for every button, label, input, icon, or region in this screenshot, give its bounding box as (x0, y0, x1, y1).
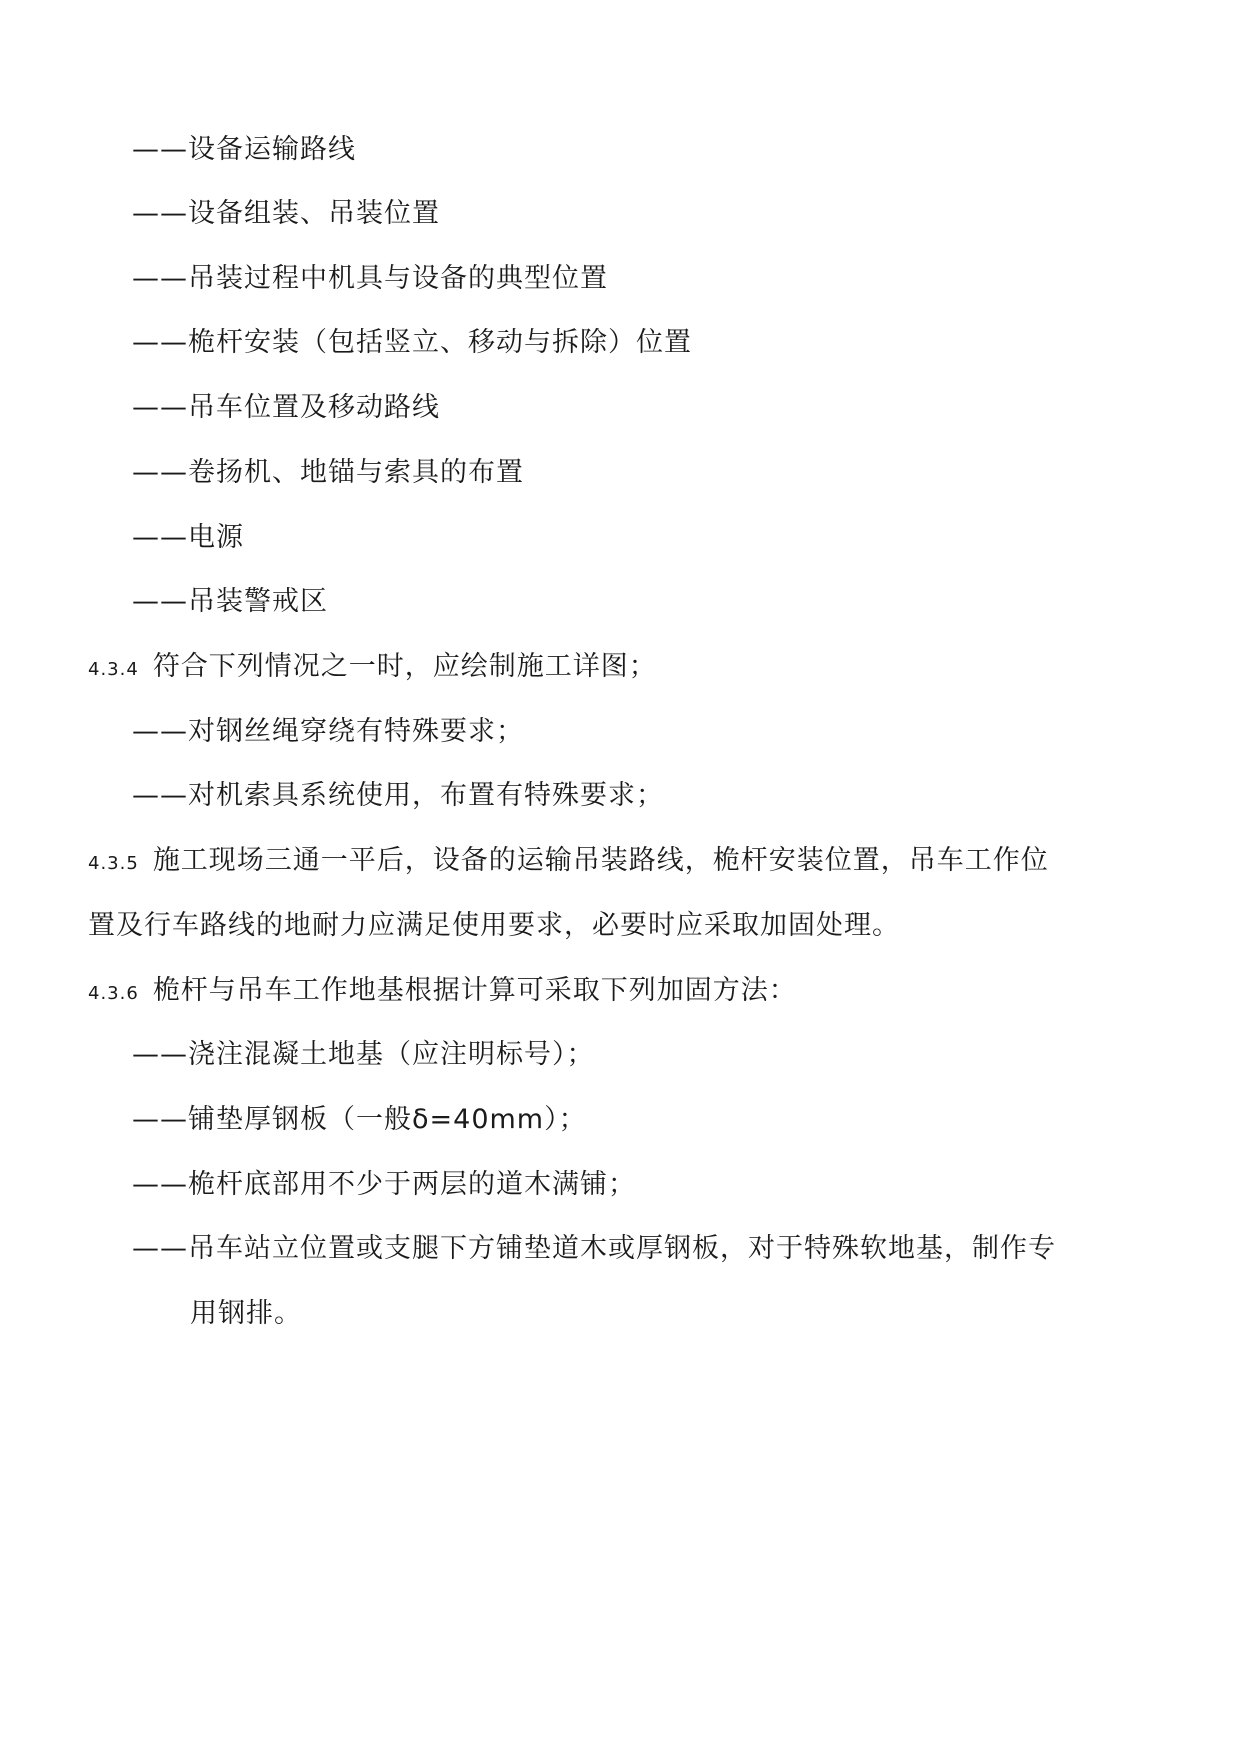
section-number: 4.3.5 (88, 853, 139, 874)
list-item: ——吊车站立位置或支腿下方铺垫道木或厚钢板，对于特殊软地基，制作专 (132, 1233, 1056, 1264)
list-item: ——设备运输路线 (132, 134, 356, 165)
list-item: ——吊装警戒区 (132, 586, 328, 617)
list-item: ——设备组装、吊装位置 (132, 198, 440, 229)
section-4-3-5 (88, 843, 1049, 882)
section-text-continued: 置及行车路线的地耐力应满足使用要求，必要时应采取加固处理。 (88, 910, 900, 941)
list-item: ——吊装过程中机具与设备的典型位置 (132, 263, 608, 294)
section-number: 4.3.4 (88, 659, 139, 680)
list-item-continued: 用钢排。 (190, 1298, 302, 1329)
list-item: ——桅杆安装（包括竖立、移动与拆除）位置 (132, 327, 692, 358)
section-text: 施工现场三通一平后，设备的运输吊装路线，桅杆安装位置，吊车工作位 (152, 845, 1049, 876)
list-item: ——对机索具系统使用，布置有特殊要求； (132, 780, 664, 811)
list-item: ——吊车位置及移动路线 (132, 392, 440, 423)
list-item: ——电源 (132, 522, 244, 553)
list-item: ——浇注混凝土地基（应注明标号）； (132, 1039, 595, 1070)
list-item: ——铺垫厚钢板（一般δ=40mm）； (132, 1104, 587, 1135)
list-item: ——桅杆底部用不少于两层的道木满铺； (132, 1169, 636, 1200)
section-4-3-4 (88, 649, 657, 688)
section-number: 4.3.6 (88, 983, 139, 1004)
list-item: ——对钢丝绳穿绕有特殊要求； (132, 716, 524, 747)
section-4-3-6 (88, 973, 797, 1012)
list-item: ——卷扬机、地锚与索具的布置 (132, 457, 524, 488)
section-text: 桅杆与吊车工作地基根据计算可采取下列加固方法： (152, 975, 797, 1006)
section-text: 符合下列情况之一时，应绘制施工详图； (152, 651, 657, 682)
